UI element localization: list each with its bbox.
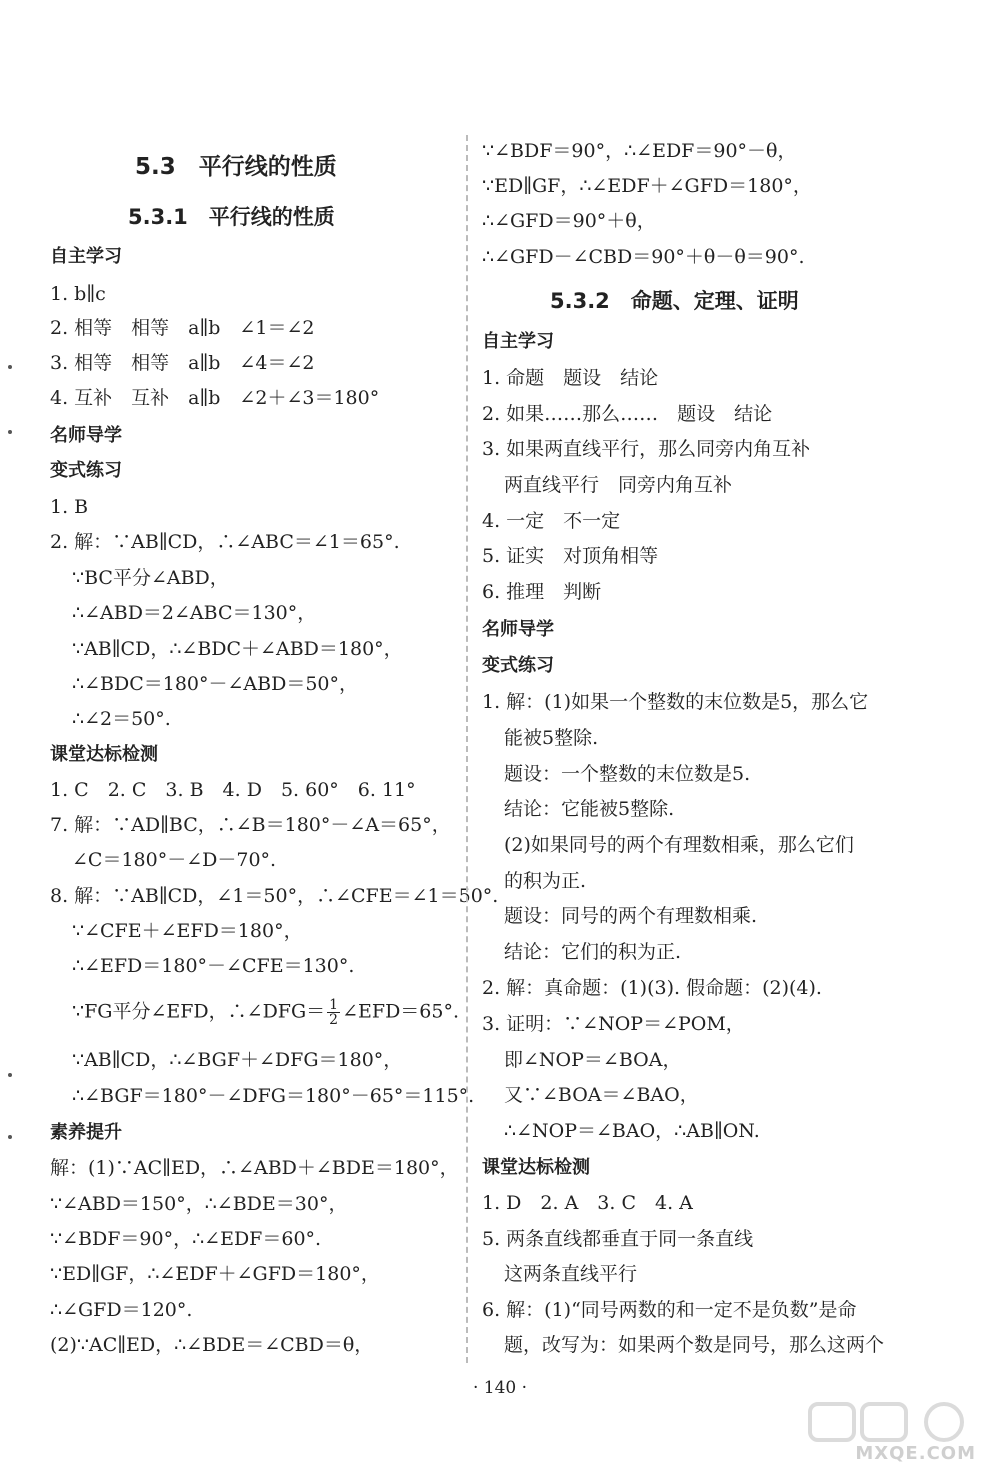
watermark-text: MXQE.COM xyxy=(855,1443,976,1464)
answer-line: 7. 解：∵AD∥BC，∴∠B＝180°－∠A＝65°， xyxy=(50,814,451,836)
answer-line: ∴∠BDC＝180°－∠ABD＝50°， xyxy=(72,673,359,695)
subsection-title: 5.3.2 命题、定理、证明 xyxy=(550,289,799,313)
fraction xyxy=(327,998,340,1027)
answer-line: 能被5整除. xyxy=(504,727,599,749)
answer-line: 结论：它们的积为正. xyxy=(504,941,682,963)
answer-line: 即∠NOP＝∠BOA， xyxy=(504,1049,682,1071)
watermark-logo xyxy=(806,1400,982,1464)
answer-line: 2. 相等 相等 a∥b ∠1＝∠2 xyxy=(50,317,315,339)
answer-text: ∵FG平分∠EFD，∴∠DFG＝ xyxy=(72,1000,326,1023)
answer-line: 1. D 2. A 3. C 4. A xyxy=(482,1192,693,1214)
answer-line: 题设：同号的两个有理数相乘. xyxy=(504,905,758,927)
answer-line: 5. 证实 对顶角相等 xyxy=(482,545,659,567)
answer-line: 2. 解：∵AB∥CD，∴∠ABC＝∠1＝65°. xyxy=(50,531,400,553)
answer-line: 3. 证明：∵∠NOP＝∠POM， xyxy=(482,1013,745,1035)
answer-line-with-fraction xyxy=(72,998,459,1027)
answer-line: 结论：它能被5整除. xyxy=(504,798,675,820)
answer-line: 这两条直线平行 xyxy=(504,1263,638,1285)
subsection-title: 5.3.1 平行线的性质 xyxy=(128,205,335,229)
answer-line: 1. b∥c xyxy=(50,283,106,305)
answer-line: ∴∠EFD＝180°－∠CFE＝130°. xyxy=(72,955,355,977)
answer-line: 4. 一定 不一定 xyxy=(482,510,621,532)
answer-line: ∴∠ABD＝2∠ABC＝130°， xyxy=(72,602,317,624)
column-divider xyxy=(466,135,468,1363)
answer-line: ∵∠CFE＋∠EFD＝180°， xyxy=(72,920,303,942)
heading-classroom-test: 课堂达标检测 xyxy=(482,1157,590,1178)
heading-self-study: 自主学习 xyxy=(482,331,554,352)
answer-line: 3. 如果两直线平行，那么同旁内角互补 xyxy=(482,438,811,460)
page-number: · 140 · xyxy=(472,1378,528,1398)
answer-line: 又∵∠BOA＝∠BAO， xyxy=(504,1084,699,1106)
answer-line: ∵ED∥GF，∴∠EDF＋∠GFD＝180°， xyxy=(50,1263,380,1285)
section-title: 5.3 平行线的性质 xyxy=(135,154,337,180)
heading-teacher-guide: 名师导学 xyxy=(50,425,122,446)
answer-line: 2. 如果……那么…… 题设 结论 xyxy=(482,403,773,425)
answer-line: ∴∠GFD＝90°＋θ， xyxy=(482,210,656,232)
heading-improvement: 素养提升 xyxy=(50,1122,122,1143)
answer-line: ∵AB∥CD，∴∠BGF＋∠DFG＝180°， xyxy=(72,1049,403,1071)
answer-line: 1. 解：(1)如果一个整数的末位数是5，那么它 xyxy=(482,691,869,713)
answer-line: 1. C 2. C 3. B 4. D 5. 60° 6. 11° xyxy=(50,779,416,801)
margin-mark xyxy=(8,430,12,434)
answer-line: ∴∠NOP＝∠BAO，∴AB∥ON. xyxy=(504,1120,760,1142)
fraction-numerator: 1 xyxy=(329,997,339,1013)
answer-line: 题，改写为：如果两个数是同号，那么这两个 xyxy=(504,1334,885,1356)
answer-line: ∴∠GFD＝120°. xyxy=(50,1299,193,1321)
answer-line: 解：(1)∵AC∥ED，∴∠ABD＋∠BDE＝180°， xyxy=(50,1157,459,1179)
answer-line: 3. 相等 相等 a∥b ∠4＝∠2 xyxy=(50,352,315,374)
fraction-denominator: 2 xyxy=(329,1012,339,1028)
answer-line: ∴∠BGF＝180°－∠DFG＝180°－65°＝115°. xyxy=(72,1085,475,1107)
heading-teacher-guide: 名师导学 xyxy=(482,619,554,640)
answer-line: (2)∵AC∥ED，∴∠BDE＝∠CBD＝θ， xyxy=(50,1334,374,1356)
answer-line: 题设：一个整数的末位数是5. xyxy=(504,763,751,785)
answer-line: ∴∠GFD－∠CBD＝90°＋θ－θ＝90°. xyxy=(482,246,805,268)
answer-line: ∵ED∥GF，∴∠EDF＋∠GFD＝180°， xyxy=(482,175,812,197)
answer-line: ∵AB∥CD，∴∠BDC＋∠ABD＝180°， xyxy=(72,638,403,660)
margin-mark xyxy=(8,1073,12,1077)
answer-line: ∵∠BDF＝90°，∴∠EDF＝90°－θ， xyxy=(482,140,797,162)
answer-line: 4. 互补 互补 a∥b ∠2＋∠3＝180° xyxy=(50,387,380,409)
answer-text: ∠EFD＝65°. xyxy=(342,1000,460,1023)
answer-line: 1. 命题 题设 结论 xyxy=(482,367,659,389)
answer-line: 8. 解：∵AB∥CD，∠1＝50°，∴∠CFE＝∠1＝50°. xyxy=(50,885,499,907)
heading-practice: 变式练习 xyxy=(482,655,554,676)
answer-line: ∵BC平分∠ABD， xyxy=(72,567,229,589)
answer-line: ∠C＝180°－∠D－70°. xyxy=(72,849,277,871)
heading-practice: 变式练习 xyxy=(50,460,122,481)
answer-line: (2)如果同号的两个有理数相乘，那么它们 xyxy=(504,834,854,856)
margin-mark xyxy=(8,365,12,369)
heading-self-study: 自主学习 xyxy=(50,246,122,267)
answer-line: 两直线平行 同旁内角互补 xyxy=(504,474,733,496)
heading-classroom-test: 课堂达标检测 xyxy=(50,744,158,765)
answer-line: 2. 解：真命题：(1)(3). 假命题：(2)(4). xyxy=(482,977,822,999)
answer-line: 6. 解：(1)“同号两数的和一定不是负数”是命 xyxy=(482,1299,857,1321)
answer-line: 6. 推理 判断 xyxy=(482,581,602,603)
margin-mark xyxy=(8,1135,12,1139)
answer-line: 5. 两条直线都垂直于同一条直线 xyxy=(482,1228,754,1250)
answer-line: ∴∠2＝50°. xyxy=(72,708,171,730)
answer-line: 1. B xyxy=(50,496,89,518)
answer-line: ∵∠BDF＝90°，∴∠EDF＝60°. xyxy=(50,1228,322,1250)
answer-line: 的积为正. xyxy=(504,870,587,892)
answer-line: ∵∠ABD＝150°，∴∠BDE＝30°， xyxy=(50,1193,348,1215)
